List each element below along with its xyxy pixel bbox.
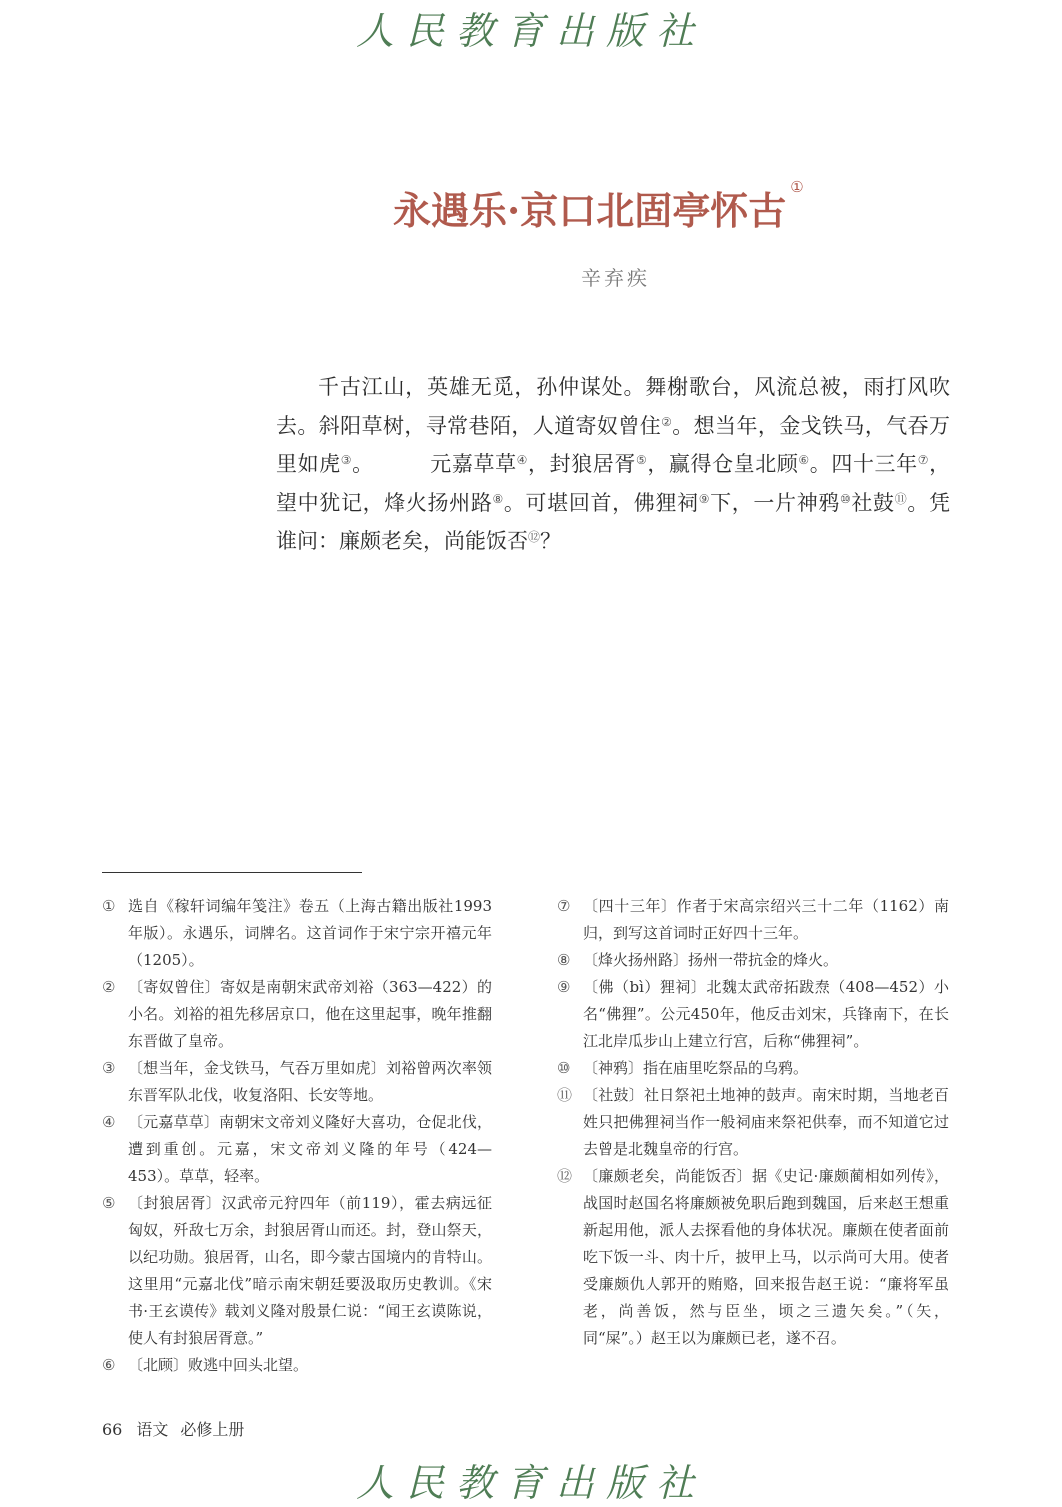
footnote-text: 〔寄奴曾住〕寄奴是南朝宋武帝刘裕（363—422）的小名。刘裕的祖先移居京口，他在这里起事，晚年推翻东晋做了皇帝。 <box>128 978 492 1050</box>
footnote-text: 〔廉颇老矣，尚能饭否〕据《史记·廉颇蔺相如列传》，战国时赵国名将廉颇被免职后跑到魏国，后来赵王想重新起用他，派人去探看他的身体状况。廉颇在使者面前吃下饭一斗、肉十斤，披甲上马，以示尚可大用。使者受廉颇仇人郭开的贿赂，回来报告赵王说：“廉将军虽老，尚善饭，然与臣坐，顷之三遗矢矣。”（矢，同“屎”。）赵王以为廉颇已老，遂不召。 <box>583 1167 949 1347</box>
subject-label: 语文 <box>136 1420 169 1439</box>
publisher-watermark-bottom: 人民教育出版社 <box>355 1461 706 1505</box>
poem-text: 下，一片神鸦 <box>710 490 840 515</box>
poem-body <box>276 368 950 561</box>
footnote <box>102 1190 492 1352</box>
footnote-text: 〔封狼居胥〕汉武帝元狩四年（前119），霍去病远征匈奴，歼敌七万余，封狼居胥山而还。封，登山祭天，以纪功勋。狼居胥，山名，即今蒙古国境内的肯特山。这里用“元嘉北伐”暗示南宋朝廷要汲取历史教训。《宋书·王玄谟传》载刘义隆对殷景仁说：“闻王玄谟陈说，使人有封狼居胥意。” <box>128 1194 492 1347</box>
footnote-number: ④ <box>102 1113 116 1131</box>
poem-title-text: 永遇乐·京口北固亭怀古 <box>393 188 787 233</box>
footnote-marker: ⑧ <box>492 491 504 506</box>
footnote-marker: ④ <box>516 453 529 467</box>
poem-text: 。四十三年 <box>809 452 918 476</box>
footnote-text: 选自《稼轩词编年笺注》卷五（上海古籍出版社1993年版）。永遇乐，词牌名。这首词作于宋宁宗开禧元年（1205）。 <box>128 897 492 969</box>
footnote <box>102 1109 492 1190</box>
footnote-number: ⑤ <box>102 1194 116 1212</box>
footnotes-left-column <box>102 893 492 1379</box>
poem-text: 元嘉草草 <box>429 452 517 476</box>
footnote <box>102 1352 492 1379</box>
footnote-marker: ② <box>661 414 673 429</box>
poem-text: 。可堪回首，佛狸祠 <box>503 490 699 515</box>
footnote <box>557 1055 949 1082</box>
footnote-marker: ⑦ <box>917 453 930 467</box>
poem-text: ，望中犹记，烽火扬州路 <box>276 452 951 515</box>
poem-text: 。 <box>352 452 374 476</box>
poem-text: 。凭谁问：廉颇老矣，尚能饭否 <box>276 490 951 553</box>
footnote <box>557 947 949 974</box>
footnote-marker: ⑨ <box>698 491 711 506</box>
poem-author: 辛弃疾 <box>581 266 650 290</box>
page-footer <box>102 1417 244 1440</box>
footnote-text: 〔四十三年〕作者于宋高宗绍兴三十二年（1162）南归，到写这首词时正好四十三年。 <box>583 897 949 942</box>
footnote-marker: ③ <box>340 453 353 467</box>
footnote <box>102 1055 492 1109</box>
title-footnote-marker: ① <box>790 178 804 196</box>
footnote-number: ① <box>102 897 116 915</box>
poem-text: 。想当年，金戈铁马，气吞万里如虎 <box>276 413 951 476</box>
footnote-number: ⑦ <box>557 897 571 915</box>
footnote <box>557 974 949 1055</box>
footnote-number: ⑩ <box>557 1059 571 1077</box>
footnote <box>102 974 492 1055</box>
footnote-marker: ⑫ <box>528 530 541 544</box>
footnote <box>557 1082 949 1163</box>
footnote-divider <box>102 872 362 873</box>
footnote <box>557 1163 949 1352</box>
footnote-text: 〔社鼓〕社日祭祀土地神的鼓声。南宋时期，当地老百姓只把佛狸祠当作一般祠庙来祭祀供奉，而不知道它过去曾是北魏皇帝的行宫。 <box>583 1086 949 1158</box>
footnote <box>102 893 492 974</box>
footnote-text: 〔元嘉草草〕南朝宋文帝刘义隆好大喜功，仓促北伐，遭到重创。元嘉，宋文帝刘义隆的年号（424—453）。草草，轻率。 <box>128 1113 492 1185</box>
footnote-marker: ⑤ <box>635 453 648 467</box>
footnote-text: 〔神鸦〕指在庙里吃祭品的乌鸦。 <box>583 1059 809 1077</box>
footnotes-right-column <box>557 893 949 1352</box>
footnote-number: ⑨ <box>557 978 571 996</box>
footnote-number: ② <box>102 978 116 996</box>
footnote <box>557 893 949 947</box>
publisher-watermark-top: 人民教育出版社 <box>355 9 706 53</box>
poem-text: ？ <box>540 529 562 553</box>
footnote-marker: ⑪ <box>894 491 908 506</box>
poem-text: ，赢得仓皇北顾 <box>647 452 799 476</box>
poem-text: 社鼓 <box>851 490 895 515</box>
footnote-number: ⑫ <box>557 1167 573 1185</box>
footnote-text: 〔北顾〕败逃中回头北望。 <box>128 1356 309 1374</box>
poem-text: ，封狼居胥 <box>528 452 636 476</box>
poem-text: 千古江山，英雄无觅，孙仲谋处。舞榭歌台，风流总被，雨打风吹去。斜阳草树，寻常巷陌，人道寄奴曾住 <box>276 375 950 438</box>
footnote-number: ③ <box>102 1059 116 1077</box>
footnote-marker: ⑥ <box>798 453 810 467</box>
footnote-number: ⑧ <box>557 951 571 969</box>
footnote-marker: ⑩ <box>840 491 852 506</box>
footnote-text: 〔烽火扬州路〕扬州一带抗金的烽火。 <box>583 951 839 969</box>
footnote-text: 〔佛（bì）狸祠〕北魏太武帝拓跋焘（408—452）小名“佛狸”。公元450年，他反击刘宋，兵锋南下，在长江北岸瓜步山上建立行宫，后称“佛狸祠”。 <box>583 978 949 1050</box>
footnote-number: ⑥ <box>102 1356 116 1374</box>
footnote-text: 〔想当年，金戈铁马，气吞万里如虎〕刘裕曾两次率领东晋军队北伐，收复洛阳、长安等地。 <box>128 1059 492 1104</box>
page-number: 66 <box>102 1420 123 1439</box>
poem-title <box>393 180 804 235</box>
book-label: 必修上册 <box>180 1420 245 1439</box>
footnote-number: ⑪ <box>557 1086 573 1104</box>
